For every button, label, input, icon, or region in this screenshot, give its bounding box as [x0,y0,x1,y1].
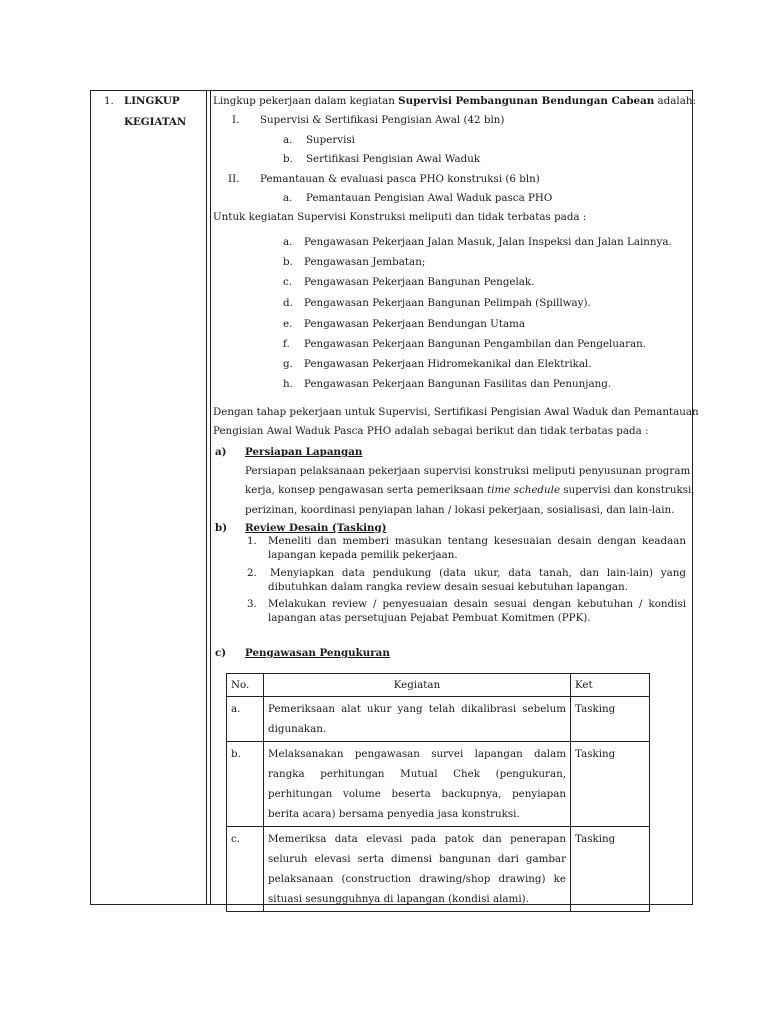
konstruksi-intro: Untuk kegiatan Supervisi Konstruksi meliputi dan tidak terbatas pada : [213,211,587,223]
section-a-text: perizinan, koordinasi penyiapan lahan / lokasi pekerjaan, sosialisasi, dan lain-lain. [245,504,675,516]
subsection-label: b) [215,522,228,534]
konstruksi-letter: h. [283,378,293,390]
row-kegiatan: Pemeriksaan alat ukur yang telah dikalibrasi sebelum digunakan. [264,697,571,742]
konstruksi-letter: g. [283,358,293,370]
scope-subitem-letter: a. [283,192,293,204]
project-name: Supervisi Pembangunan Bendungan Cabean [398,95,655,107]
review-item-text: lapangan atas persetujuan Pejabat Pembuat Komitmen (PPK). [268,612,591,624]
konstruksi-item: Pengawasan Pekerjaan Bangunan Fasilitas dan Penunjang. [304,378,612,390]
header-no: No. [227,674,264,697]
subsection-title: Review Desain (Tasking) [245,522,387,534]
scope-subitem: Supervisi [306,134,355,146]
section-a-italic-term: time schedule [487,484,561,496]
row-ket: Tasking [571,742,650,827]
tahap-paragraph: Dengan tahap pekerjaan untuk Supervisi, Sertifikasi Pengisian Awal Waduk dan Pemantauan [213,406,699,418]
review-item-number: 1. [247,535,257,547]
review-item-number: 3. [247,598,257,610]
row-ket: Tasking [571,697,650,742]
review-item-text: dibutuhkan dalam rangka review desain sesuai kebutuhan lapangan. [268,581,628,593]
row-kegiatan: Melaksanakan pengawasan survei lapangan dalam rangka perhitungan Mutual Chek (pengukuran, perhitungan volume beserta backupnya, penyiapan berita acara) bersama penyedia jasa konstruksi. [264,742,571,827]
intro-prefix: Lingkup pekerjaan dalam kegiatan [213,95,399,107]
konstruksi-letter: d. [283,297,293,309]
konstruksi-item: Pengawasan Pekerjaan Bendungan Utama [304,318,526,330]
scope-item: Supervisi & Sertifikasi Pengisian Awal (42 bln) [260,114,505,126]
table-header-row [227,674,650,697]
konstruksi-letter: b. [283,256,293,268]
scope-subitem: Pemantauan Pengisian Awal Waduk pasca PHO [306,192,553,204]
subsection-label: c) [215,647,227,659]
scope-subitem: Sertifikasi Pengisian Awal Waduk [306,153,481,165]
scope-number: I. [232,114,240,126]
section-number: 1. [104,95,114,107]
row-no: c. [227,827,264,912]
scope-subitem-letter: b. [283,153,293,165]
section-a-text [245,483,695,497]
subsection-label: a) [215,446,227,458]
column-divider [206,91,207,904]
konstruksi-item: Pengawasan Pekerjaan Bangunan Pengelak. [304,276,535,288]
header-kegiatan: Kegiatan [264,674,571,697]
subsection-title: Pengawasan Pengukuran [245,647,390,659]
section-title: KEGIATAN [124,116,187,128]
konstruksi-item: Pengawasan Pekerjaan Bangunan Pelimpah (Spillway). [304,297,591,309]
table-row [227,742,650,827]
konstruksi-item: Pengawasan Pekerjaan Bangunan Pengambilan dan Pengeluaran. [304,338,647,350]
section-title: LINGKUP [124,95,180,107]
review-item-text: Meneliti dan memberi masukan tentang kesesuaian desain dengan keadaan [268,535,686,547]
scope-number: II. [228,173,240,185]
konstruksi-letter: c. [283,276,293,288]
scope-item: Pemantauan & evaluasi pasca PHO konstruksi (6 bln) [260,173,540,185]
konstruksi-letter: a. [283,236,293,248]
konstruksi-letter: e. [283,318,293,330]
scope-subitem-letter: a. [283,134,293,146]
subsection-title: Persiapan Lapangan [245,446,363,458]
intro-suffix: adalah: [654,95,696,107]
section-a-text-part: supervisi dan konstruksi, [560,484,695,496]
row-ket: Tasking [571,827,650,912]
konstruksi-item: Pengawasan Pekerjaan Hidromekanikal dan Elektrikal. [304,358,592,370]
kegiatan-table [226,673,650,912]
section-a-text-part: kerja, konsep pengawasan serta pemeriksaan [245,484,488,496]
row-kegiatan: Memeriksa data elevasi pada patok dan penerapan seluruh elevasi serta dimensi bangunan dari gambar pelaksanaan (construction drawing/shop drawing) ke situasi sesungguhnya di lapangan (kondisi alami). [264,827,571,912]
row-no: b. [227,742,264,827]
konstruksi-item: Pengawasan Jembatan; [304,256,426,268]
column-divider [210,91,211,904]
review-item-text: lapangan kepada pemilik pekerjaan. [268,549,458,561]
intro-paragraph [213,94,696,108]
row-no: a. [227,697,264,742]
konstruksi-item: Pengawasan Pekerjaan Jalan Masuk, Jalan Inspeksi dan Jalan Lainnya. [304,236,672,248]
table-row [227,827,650,912]
header-ket: Ket [571,674,650,697]
tahap-paragraph: Pengisian Awal Waduk Pasca PHO adalah sebagai berikut dan tidak terbatas pada : [213,425,649,437]
section-a-text: Persiapan pelaksanaan pekerjaan supervisi konstruksi meliputi penyusunan program [245,465,691,477]
konstruksi-letter: f. [283,338,290,350]
review-item-text: Menyiapkan data pendukung (data ukur, data tanah, dan lain-lain) yang [270,567,686,579]
review-item-text: Melakukan review / penyesuaian desain sesuai dengan kebutuhan / kondisi [268,598,686,610]
review-item-number: 2. [247,567,257,579]
table-row [227,697,650,742]
